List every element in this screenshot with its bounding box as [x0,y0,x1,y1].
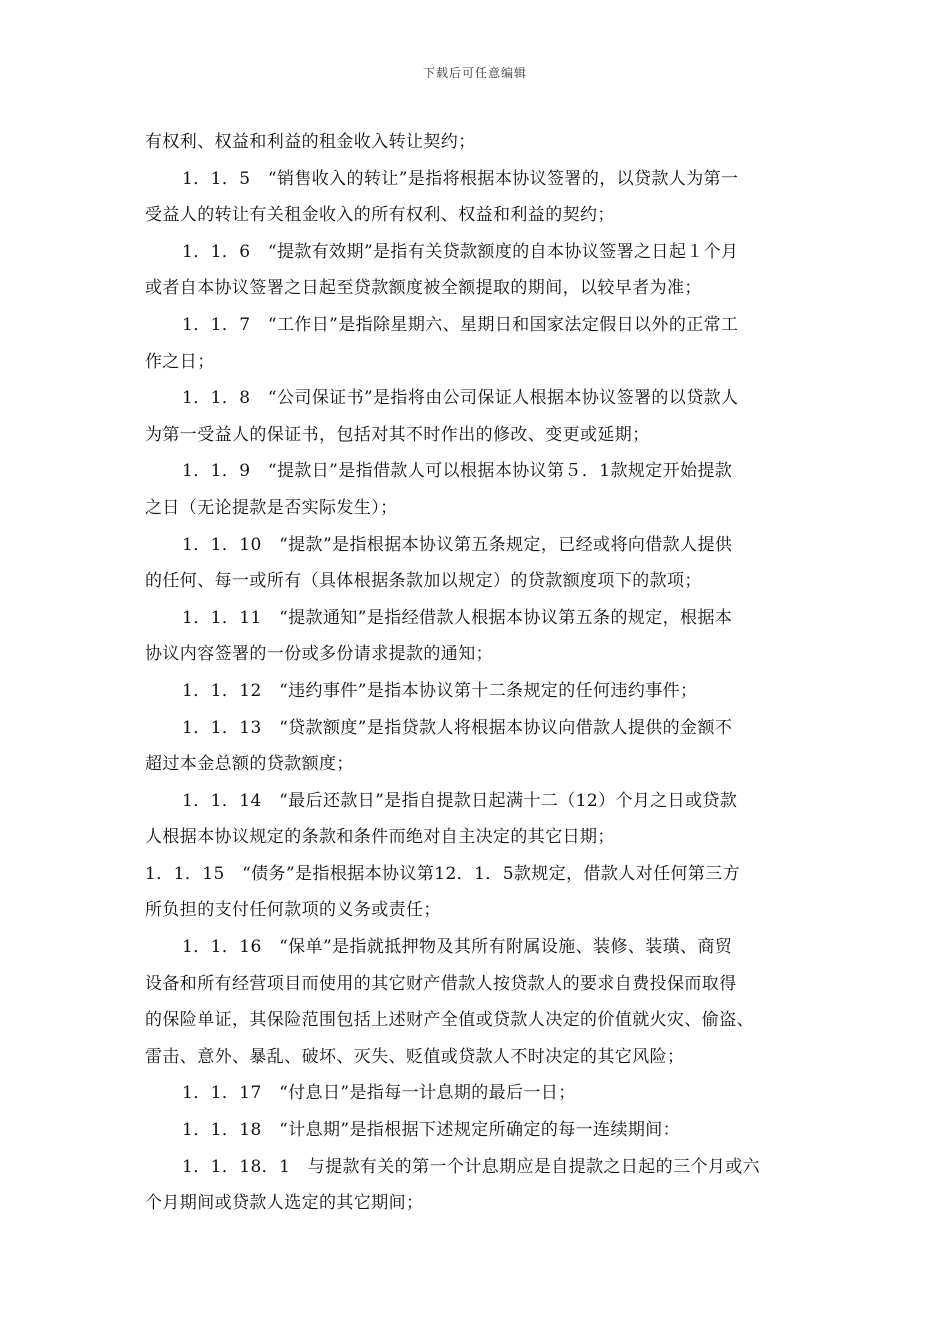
paragraph-line: 1．1．18．1 与提款有关的第一个计息期应是自提款之日起的三个月或六 [182,1156,761,1177]
paragraph-line: 所负担的支付任何款项的义务或责任； [145,900,441,921]
document-body [145,124,813,1222]
paragraph-line: 为第一受益人的保证书，包括对其不时作出的修改、变更或延期； [145,424,650,445]
paragraph-line: 1．1．9 “提款日”是指借款人可以根据本协议第５．1款规定开始提款 [182,461,733,482]
paragraph-line: 1．1．14 “最后还款日”是指自提款日起满十二（12）个月之日或贷款 [182,790,738,811]
paragraph-line: 1．1．13 “贷款额度”是指贷款人将根据本协议向借款人提供的金额不 [182,717,733,738]
paragraph-line: 1．1．8 “公司保证书”是指将由公司保证人根据本协议签署的以贷款人 [182,388,739,409]
paragraph-line: 作之日； [145,351,215,372]
paragraph-line: 的保险单证，其保险范围包括上述财产全值或贷款人决定的价值就火灾、偷盗、 [145,1010,754,1031]
paragraph-line: 1．1．6 “提款有效期”是指有关贷款额度的自本协议签署之日起１个月 [182,241,739,262]
paragraph-line: 1．1．11 “提款通知”是指经借款人根据本协议第五条的规定，根据本 [182,607,733,628]
paragraph-line: 1．1．15 “债务”是指根据本协议第12．1．5款规定，借款人对任何第三方 [145,863,741,884]
paragraph-line: 1．1．7 “工作日”是指除星期六、星期日和国家法定假日以外的正常工 [182,314,739,335]
paragraph-line: 的任何、每一或所有（具体根据条款加以规定）的贷款额度项下的款项； [145,571,702,592]
paragraph-line: 1．1．5 “销售收入的转让”是指将根据本协议签署的，以贷款人为第一 [182,168,739,189]
paragraph-line: 1．1．18 “计息期”是指根据下述规定所确定的每一连续期间： [182,1120,681,1141]
paragraph-line: 受益人的转让有关租金收入的所有权利、权益和利益的契约； [145,205,615,226]
paragraph-line: 设备和所有经营项目而使用的其它财产借款人按贷款人的要求自费投保而取得 [145,973,737,994]
paragraph-line: 1．1．10 “提款”是指根据本协议第五条规定，已经或将向借款人提供 [182,534,733,555]
paragraph-line: 或者自本协议签署之日起至贷款额度被全额提取的期间，以较早者为准； [145,278,702,299]
paragraph-line: 之日（无论提款是否实际发生）； [145,497,398,518]
paragraph-line: 人根据本协议规定的条款和条件而绝对自主决定的其它日期； [145,827,615,848]
paragraph-line: 个月期间或贷款人选定的其它期间； [145,1193,424,1214]
paragraph-line: 1．1．16 “保单”是指就抵押物及其所有附属设施、装修、装璜、商贸 [182,937,733,958]
paragraph-line: 雷击、意外、暴乱、破坏、灭失、贬值或贷款人不时决定的其它风险； [145,1046,685,1067]
paragraph-line: 协议内容签署的一份或多份请求提款的通知； [145,644,493,665]
paragraph-line: 超过本金总额的贷款额度； [145,754,354,775]
paragraph-line: 1．1．17 “付息日”是指每一计息期的最后一日； [182,1083,576,1104]
paragraph-line: 1．1．12 “违约事件”是指本协议第十二条规定的任何违约事件； [182,680,698,701]
page-header: 下载后可任意编辑 [422,66,527,80]
paragraph-line: 有权利、权益和利益的租金收入转让契约； [145,132,476,152]
